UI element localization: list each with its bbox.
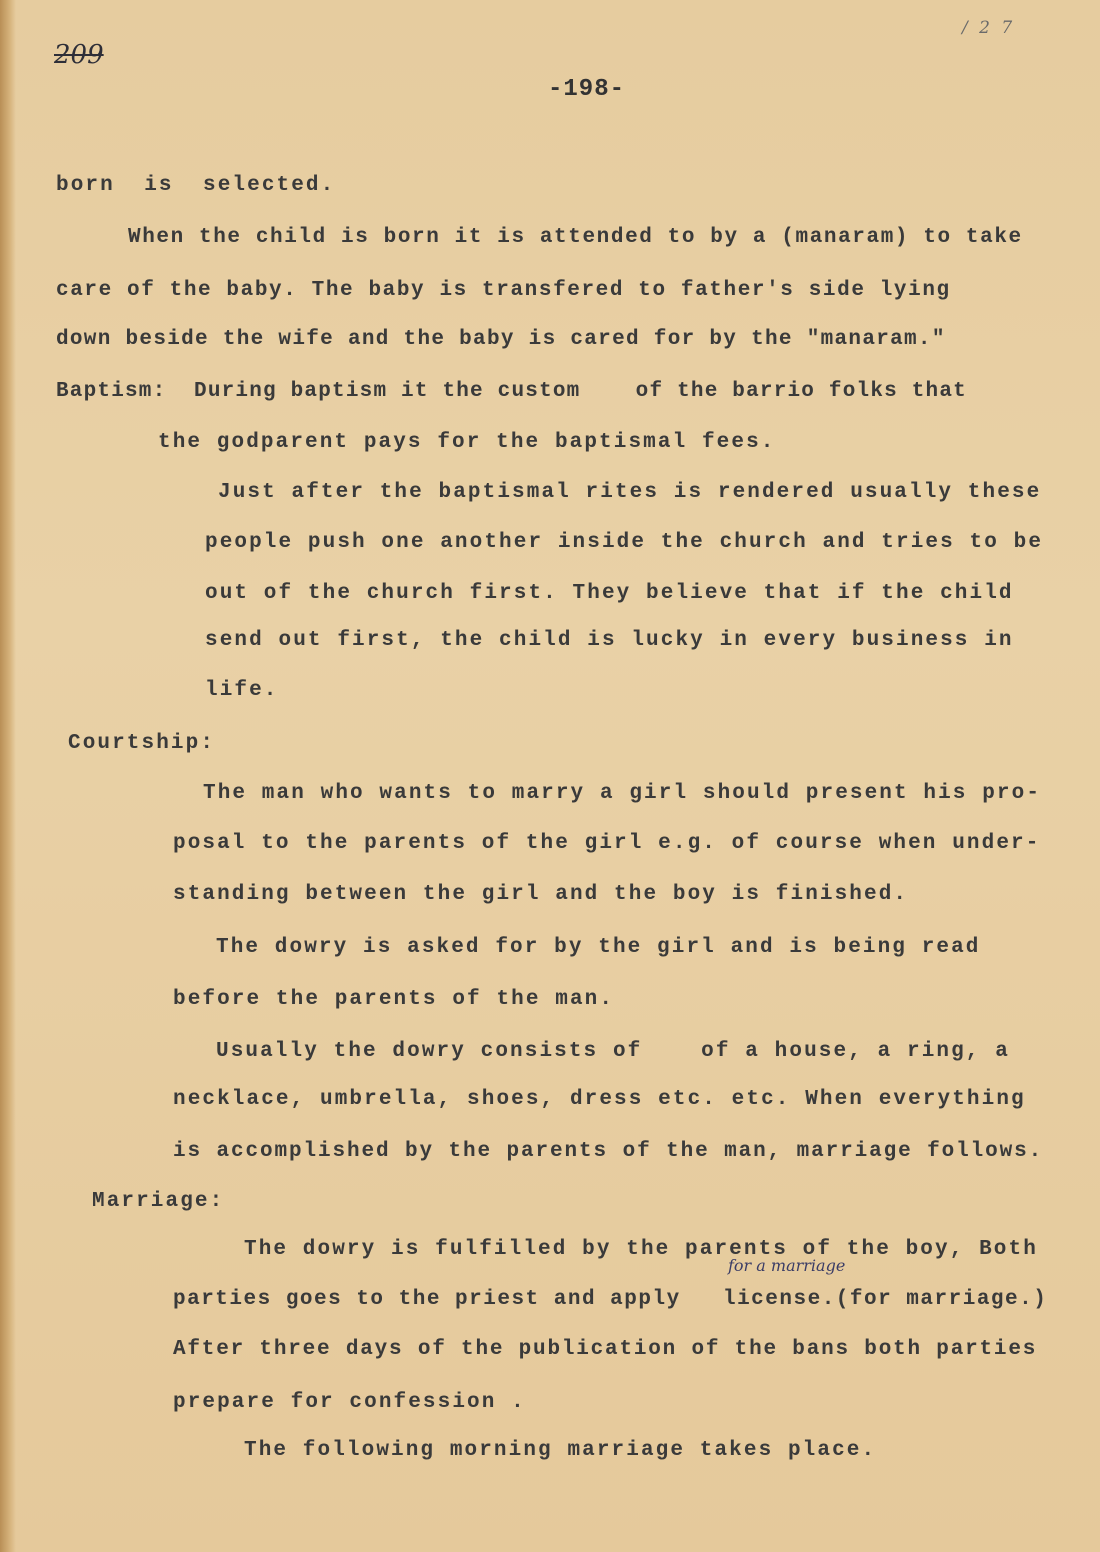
text-line-24: After three days of the publication of the bans both parties (173, 1338, 1038, 1361)
text-line-1: born is selected. (56, 174, 336, 197)
text-line-14: posal to the parents of the girl e.g. of course when under- (173, 832, 1041, 855)
section-heading-marriage: Marriage: (92, 1190, 225, 1213)
text-line-4: down beside the wife and the baby is cared for by the "manaram." (56, 328, 946, 351)
text-line-9: out of the church first. They believe that if the child (205, 582, 1014, 605)
text-line-2: When the child is born it is attended to by a (manaram) to take (128, 226, 1023, 249)
handwritten-page-number-left: 209 (54, 40, 104, 70)
page-number: -198- (548, 76, 626, 103)
text-line-7: Just after the baptismal rites is rendered usually these (218, 481, 1042, 504)
text-line-13: The man who wants to marry a girl should present his pro- (203, 782, 1042, 805)
text-line-11: life. (205, 679, 279, 702)
page-edge-shadow (0, 0, 16, 1552)
text-line-20: is accomplished by the parents of the man, marriage follows. (173, 1140, 1044, 1163)
section-heading-courtship: Courtship: (68, 732, 216, 755)
text-line-5: Baptism: During baptism it the custom of the barrio folks that (56, 380, 967, 403)
text-line-23: parties goes to the priest and apply license.(for marriage.) (173, 1288, 1048, 1311)
text-line-22: The dowry is fulfilled by the parents of the boy, Both (244, 1238, 1038, 1261)
handwritten-page-number-right: / 2 7 (962, 18, 1016, 38)
text-line-25: prepare for confession . (173, 1391, 526, 1414)
text-line-8: people push one another inside the church and tries to be (205, 531, 1044, 554)
text-line-6: the godparent pays for the baptismal fees. (158, 431, 776, 454)
text-line-3: care of the baby. The baby is transfered to father's side lying (56, 279, 951, 302)
text-line-18: Usually the dowry consists of of a house, a ring, a (216, 1040, 1010, 1063)
handwritten-interlinear-note: for a marriage (728, 1256, 846, 1275)
text-line-19: necklace, umbrella, shoes, dress etc. etc. When everything (173, 1088, 1026, 1111)
text-line-10: send out first, the child is lucky in every business in (205, 629, 1014, 652)
text-line-16: The dowry is asked for by the girl and is being read (216, 936, 981, 959)
text-line-15: standing between the girl and the boy is finished. (173, 883, 909, 906)
text-line-26: The following morning marriage takes place. (244, 1439, 877, 1462)
text-line-17: before the parents of the man. (173, 988, 615, 1011)
